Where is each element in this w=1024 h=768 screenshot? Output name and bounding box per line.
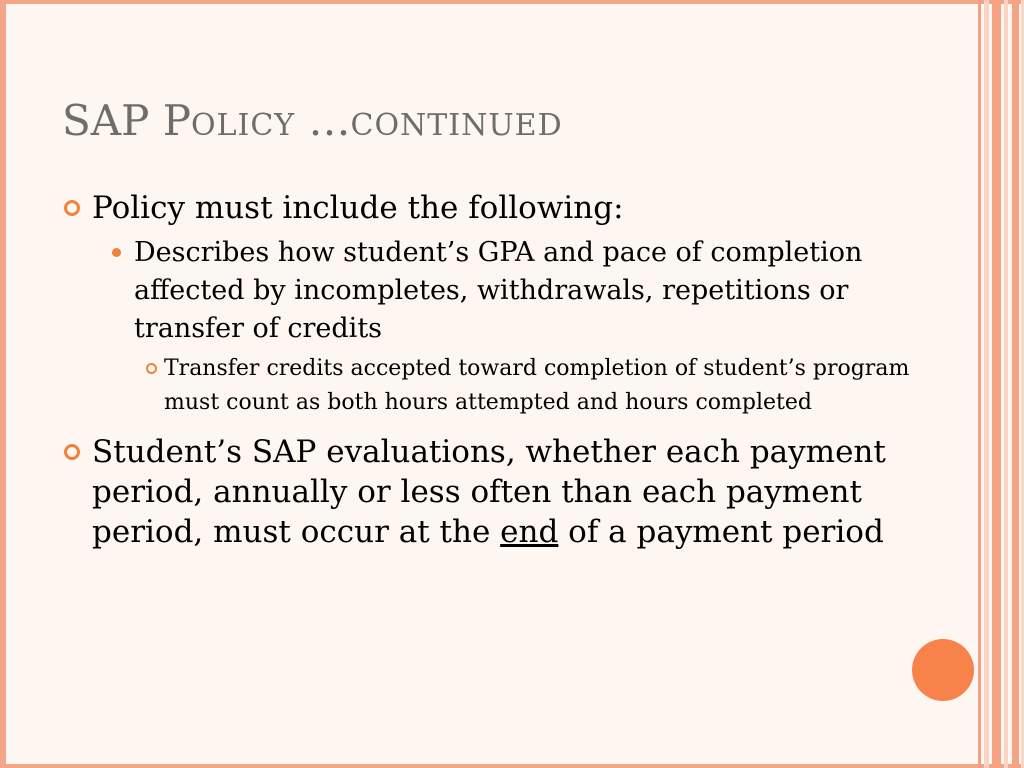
frame-left-border	[0, 0, 6, 768]
title-dots: …	[295, 96, 351, 145]
small-ring-bullet-icon	[146, 363, 157, 374]
decor-circle	[912, 639, 974, 701]
decor-stripe	[992, 0, 1001, 768]
decor-stripe	[984, 0, 989, 768]
title-policy-rest: OLICY	[190, 108, 296, 143]
bullet-level1	[62, 188, 922, 228]
dot-bullet-icon	[112, 248, 121, 257]
decor-stripe	[1004, 0, 1008, 768]
ring-bullet-icon	[64, 444, 80, 460]
frame-bottom-border	[0, 764, 1024, 768]
bullet-text: Transfer credits accepted toward completion of student’s program must count as both hours attempted and hours completed	[164, 356, 910, 415]
bullet-text-part: of a payment period	[558, 514, 884, 550]
slide-body	[62, 188, 922, 552]
bullet-text: Policy must include the following:	[92, 190, 624, 226]
bullet-level2	[62, 234, 922, 348]
title-continued: CONTINUED	[350, 108, 563, 143]
bullet-text: Describes how student’s GPA and pace of completion affected by incompletes, withdrawals, repetitions or transfer of credits	[134, 237, 863, 344]
underlined-word: end	[500, 514, 559, 550]
frame-top-border	[0, 0, 1024, 4]
slide-title	[62, 96, 563, 145]
bullet-level3	[62, 352, 922, 420]
ring-bullet-icon	[64, 200, 80, 216]
bullet-text	[92, 432, 922, 552]
decor-stripe	[978, 0, 981, 768]
title-main: SAP P	[62, 96, 191, 145]
decor-stripe	[1012, 0, 1019, 768]
bullet-level1	[62, 432, 922, 552]
bullet-text-part: Student’s SAP evaluations, whether each payment period, annually or less often than each payment period, must occur at the	[92, 434, 886, 550]
